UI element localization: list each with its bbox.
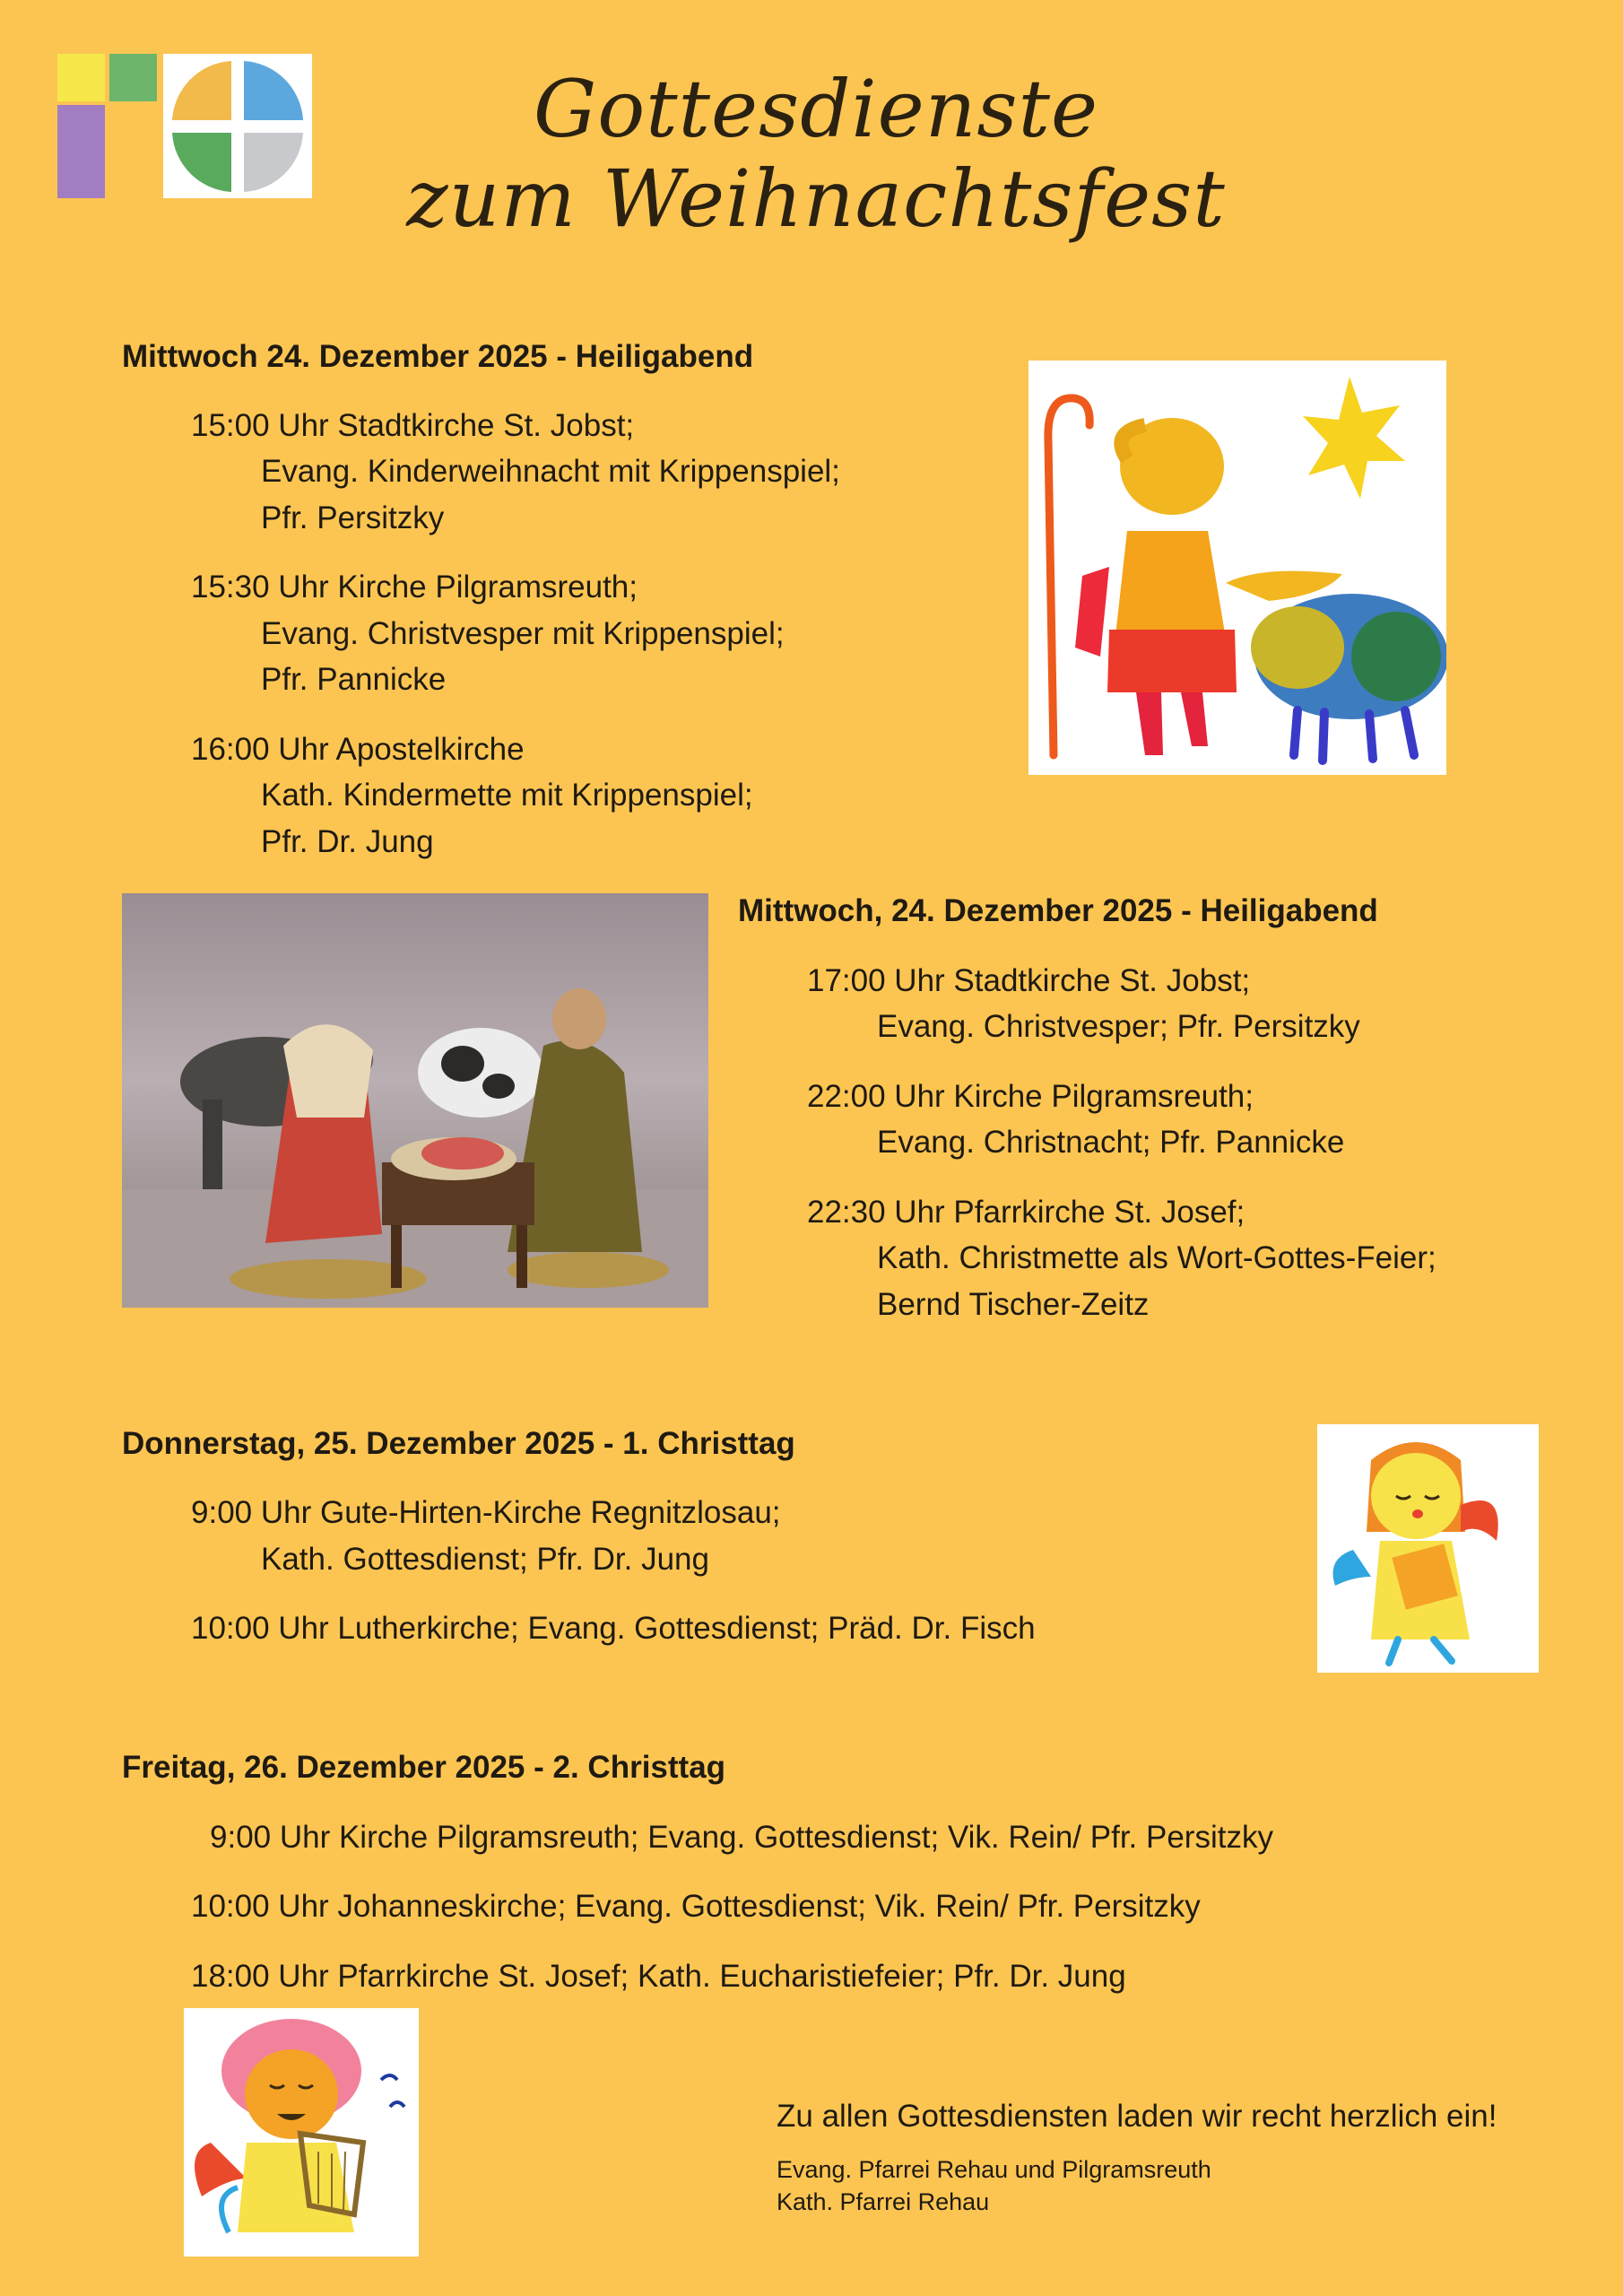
service-line: Kath. Christmette als Wort-Gottes-Feier;: [877, 1240, 1436, 1275]
service-line: 9:00 Uhr Kirche Pilgramsreuth; Evang. Gottesdienst; Vik. Rein/ Pfr. Persitzky: [210, 1820, 1273, 1855]
service-line: 15:30 Uhr Kirche Pilgramsreuth;: [191, 570, 638, 604]
service-line: Pfr. Pannicke: [261, 662, 447, 697]
service-line: Kath. Gottesdienst; Pfr. Dr. Jung: [261, 1542, 709, 1577]
service-line: 10:00 Uhr Johanneskirche; Evang. Gottesdienst; Vik. Rein/ Pfr. Persitzky: [191, 1889, 1201, 1924]
page-title: [341, 65, 1291, 244]
service-line: Evang. Kinderweihnacht mit Krippenspiel;: [261, 454, 840, 489]
harp-angel-illustration: [184, 2008, 419, 2257]
service-line: Evang. Christvesper mit Krippenspiel;: [261, 616, 785, 651]
title-line-2: zum Weihnachtsfest: [406, 152, 1226, 245]
service-line: Evang. Christnacht; Pfr. Pannicke: [877, 1125, 1345, 1160]
logo-cross-circle: [163, 54, 312, 198]
section-heading-christtag-2: Freitag, 26. Dezember 2025 - 2. Christtag: [122, 1750, 726, 1785]
nativity-scene-photo: [122, 893, 708, 1308]
service-line: 22:30 Uhr Pfarrkirche St. Josef;: [807, 1195, 1245, 1230]
section-heading-heiligabend-2: Mittwoch, 24. Dezember 2025 - Heiligabend: [738, 893, 1378, 928]
section-heading-christtag-1: Donnerstag, 25. Dezember 2025 - 1. Christtag: [122, 1426, 795, 1461]
logo-yellow-square: [57, 54, 105, 101]
section-heading-heiligabend-1: Mittwoch 24. Dezember 2025 - Heiligabend: [122, 339, 754, 374]
service-line: Bernd Tischer-Zeitz: [877, 1287, 1150, 1322]
service-line: Pfr. Persitzky: [261, 500, 445, 535]
service-line: 17:00 Uhr Stadtkirche St. Jobst;: [807, 963, 1251, 998]
service-line: 9:00 Uhr Gute-Hirten-Kirche Regnitzlosau;: [191, 1495, 781, 1530]
logo-purple-bar: [57, 105, 105, 198]
invitation-text: Zu allen Gottesdiensten laden wir recht herzlich ein!: [777, 2099, 1497, 2134]
service-line: Pfr. Dr. Jung: [261, 824, 434, 859]
singing-angel-illustration: [1317, 1424, 1539, 1673]
service-line: Evang. Christvesper; Pfr. Persitzky: [877, 1009, 1360, 1044]
service-line: 10:00 Uhr Lutherkirche; Evang. Gottesdienst; Präd. Dr. Fisch: [191, 1611, 1036, 1646]
organizer-kath: Kath. Pfarrei Rehau: [777, 2188, 990, 2215]
logo-green-square: [109, 54, 157, 101]
title-line-1: Gottesdienste: [533, 63, 1099, 155]
shepherd-sheep-star-illustration: [1028, 361, 1446, 775]
service-line: Kath. Kindermette mit Krippenspiel;: [261, 778, 753, 813]
service-line: 15:00 Uhr Stadtkirche St. Jobst;: [191, 408, 635, 443]
service-line: 22:00 Uhr Kirche Pilgramsreuth;: [807, 1079, 1254, 1114]
organizer-evang: Evang. Pfarrei Rehau und Pilgramsreuth: [777, 2156, 1211, 2183]
service-line: 16:00 Uhr Apostelkirche: [191, 732, 525, 767]
service-line: 18:00 Uhr Pfarrkirche St. Josef; Kath. Eucharistiefeier; Pfr. Dr. Jung: [191, 1959, 1126, 1994]
